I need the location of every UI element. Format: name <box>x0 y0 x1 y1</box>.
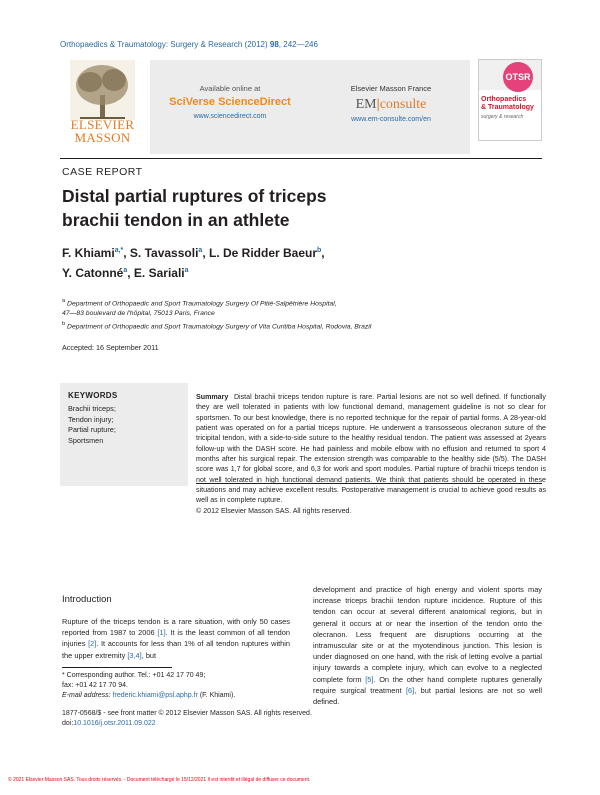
available-online-text: Available online at <box>199 84 261 93</box>
cover-title-1: Orthopaedics <box>481 96 527 103</box>
email-link[interactable]: frederic.khiami@psl.aphp.fr <box>112 692 198 699</box>
citation-link[interactable]: [3,4] <box>127 650 142 660</box>
author-name[interactable]: L. De Ridder Baeur <box>208 246 318 260</box>
author-list <box>62 242 325 282</box>
intro-text: Rupture of the triceps tendon is a rare situation, with only 50 cases reported from 1987 to 2006 <box>62 617 290 638</box>
citation-link[interactable]: [1] <box>157 628 166 638</box>
journal-pages: , 242—246 <box>278 40 318 49</box>
intro-text: development and practice of high energy and violent sports may increase triceps brachii tendon rupture incidence. Rupture of this tendon can occur at several different anatomical regions, but in general it occurs at or near the insertion of the tendon onto the olecranon. Less frequent are disruptions occurring at the intramuscular site or at the myotendinous junction. This lesion is under diagnosed on one hand, with the risk of letting evolve a partial injury towards a complete injury, which can evolve to a neglected complete form <box>313 585 542 684</box>
email-label: E-mail address: <box>62 692 111 699</box>
intro-text: . On the other hand complete ruptures generally require surgical treatment <box>313 674 542 695</box>
corresponding-author-footnote <box>62 671 235 701</box>
keywords-list <box>68 404 116 446</box>
journal-citation <box>60 40 318 49</box>
affiliation-text: Department of Orthopaedic and Sport Traumatology Surgery of Vita Curitiba Hospital, Rodovia, Brazil <box>65 323 372 331</box>
emc-publisher-text: Elsevier Masson France <box>350 84 432 93</box>
affiliation-text: 47—83 boulevard de l'hôpital, 75013 Paris, France <box>62 310 215 318</box>
elsevier-word-top: ELSEVIER <box>70 117 135 132</box>
doi-line <box>62 719 312 729</box>
affiliation-a-address <box>62 309 371 319</box>
author-sup[interactable]: a <box>184 267 189 274</box>
introduction-left-column <box>62 616 290 661</box>
author-line-2 <box>62 262 325 282</box>
elsevier-word-bottom: MASSON <box>74 130 131 145</box>
author-name[interactable]: S. Tavassoli <box>129 246 199 260</box>
elsevier-wordmark <box>60 118 145 144</box>
introduction-right-column <box>313 584 542 707</box>
intro-text: , but <box>141 650 157 660</box>
emc-logo-consulte: consulte <box>379 97 427 112</box>
doi-prefix: doi: <box>62 720 74 727</box>
author-name[interactable]: F. Khiami <box>62 246 115 260</box>
author-name[interactable]: Y. Catonné <box>62 266 124 280</box>
cover-subtitle: surgery & research <box>481 114 524 120</box>
citation-link[interactable]: [5] <box>365 674 374 684</box>
keyword-item: Tendon injury; <box>68 414 114 424</box>
keyword-item: Partial rupture; <box>68 425 116 434</box>
emc-logo <box>312 97 470 113</box>
title-line-2: brachii tendon in an athlete <box>62 210 290 230</box>
affiliation-b <box>62 319 371 332</box>
intro-text: , but partial lesions are not so well defined. <box>313 685 542 707</box>
keyword-item: Sportsmen <box>68 435 104 445</box>
author-sup[interactable]: b <box>317 247 322 254</box>
header-divider <box>60 158 542 159</box>
introduction-heading: Introduction <box>62 594 112 605</box>
sciverse-logo: SciVerse ScienceDirect <box>169 96 291 108</box>
intro-text: . It accounts for less than 1% of all tendon ruptures within the upper extremity <box>62 639 291 660</box>
keywords-heading: KEYWORDS <box>68 391 118 400</box>
author-name[interactable]: E. Sariali <box>133 266 185 280</box>
footnote-tel: * Corresponding author. Tel.: +01 42 17 70 49; <box>62 672 206 679</box>
email-suffix: (F. Khiami). <box>197 692 236 699</box>
summary-label: Summary <box>196 393 229 401</box>
cover-title-2: & Traumatology <box>481 104 534 111</box>
emc-logo-sep: | <box>376 97 380 112</box>
affiliation-a <box>62 296 371 309</box>
summary-text: Distal brachii triceps tendon rupture is rare. Partial lesions are not so well defined. If functionally they are well tolerated in patients with low functional demand, management guideline is not so clear for sportsmen. To our best knowledge, there is no reported technique for the repair of partial forms. A 28-year-old patient was operated on for a partial triceps rupture. He underwent a transosseous olecranon suture of the tricipital tendon, with a side-to-side suture to the healthy residual tendon. The patient was assessed at 2years follow-up with the DASH score. He had painless and mobile elbow with no effusion and returned to sport 4 months after his surgical repair. The extension strength was comparable to the healthy side (5/5). The DASH score was 1,7 for global score, and 6,3 for work and sport modules. Partial rupture of brachii triceps tendon is not well tolerated in high functional demand patients. We think that patients should be operated in these situations and may achieve excellent results. Postoperative management is crucial to achieve good results as well as in complete rupture. <box>196 393 546 505</box>
abstract-divider <box>196 483 542 484</box>
article-title <box>62 184 327 232</box>
footnote-fax: fax: +01 42 17 70 94. <box>62 682 128 689</box>
author-sup[interactable]: a <box>198 247 203 254</box>
issn-block <box>62 709 312 729</box>
affiliation-text: Department of Orthopaedic and Sport Traumatology Surgery Of Pitié-Salpêtrière Hospital, <box>65 300 337 308</box>
issn-line: 1877-0568/$ - see front matter © 2012 Elsevier Masson SAS. All rights reserved. <box>62 710 312 717</box>
journal-name: Orthopaedics & Traumatology: Surgery & Research (2012) <box>60 40 270 49</box>
abstract <box>196 392 546 516</box>
summary-copyright: © 2012 Elsevier Masson SAS. All rights reserved. <box>196 506 352 515</box>
affiliation-label: a <box>62 298 66 304</box>
accepted-date: Accepted: 16 September 2011 <box>62 343 159 352</box>
footnote-email-line <box>62 691 235 701</box>
author-sup[interactable]: a,* <box>114 247 124 254</box>
citation-link[interactable]: [6] <box>405 685 415 695</box>
author-line-1 <box>62 242 325 262</box>
affiliation-label: b <box>62 321 66 328</box>
otsr-badge: OTSR <box>503 62 533 92</box>
sciverse-link[interactable]: www.sciencedirect.com <box>193 113 267 120</box>
journal-volume: 98 <box>269 40 279 49</box>
author-sep: , <box>321 246 325 260</box>
emc-link[interactable]: www.em-consulte.com/en <box>351 116 431 123</box>
intro-text: . It is the least common of all tendon injuries <box>62 628 291 649</box>
author-sep: , <box>127 266 134 280</box>
elsevier-tree-icon <box>70 60 135 120</box>
affiliations <box>62 296 371 333</box>
author-sep: , <box>202 246 209 260</box>
keyword-item: Brachii triceps; <box>68 404 116 413</box>
author-sup[interactable]: a <box>123 267 128 274</box>
author-sep: , <box>123 246 130 260</box>
citation-link[interactable]: [2] <box>88 639 97 649</box>
download-copyright-notice: © 2021 Elsevier Masson SAS. Tous droits réservés. - Document téléchargé le 15/12/2021 Il est interdit et illégal de diffuser ce document. <box>8 777 311 783</box>
footnote-divider <box>62 667 172 668</box>
article-type: CASE REPORT <box>62 166 143 178</box>
emc-logo-em: EM <box>355 97 377 112</box>
doi-link[interactable]: 10.1016/j.otsr.2011.09.022 <box>73 720 156 727</box>
title-line-1: Distal partial ruptures of triceps <box>62 186 327 206</box>
